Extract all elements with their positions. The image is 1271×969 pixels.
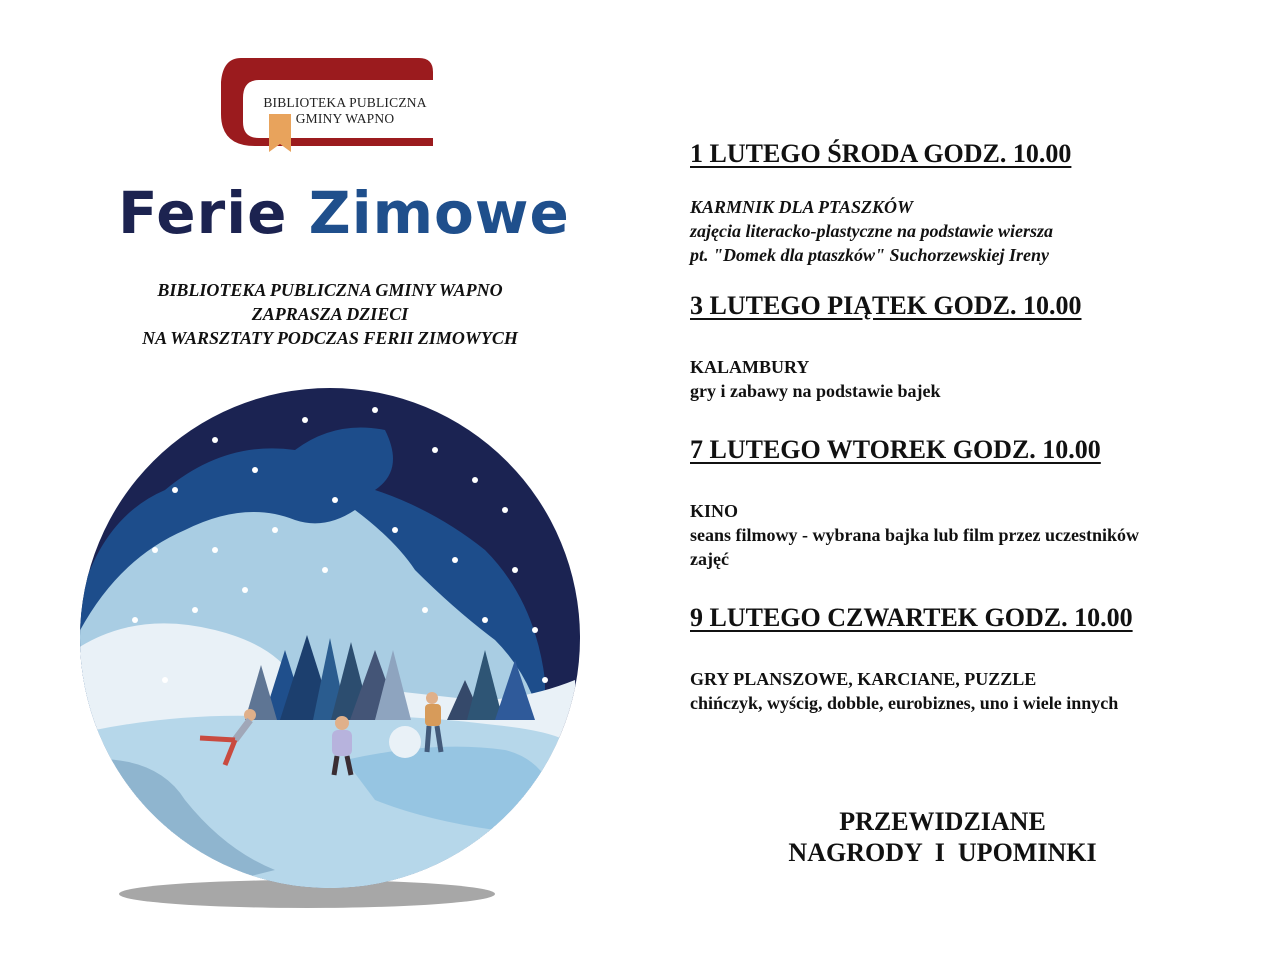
event-title: KALAMBURY — [690, 357, 810, 377]
event-detail: gry i zabawy na podstawie bajek — [690, 381, 941, 401]
event-heading: 1 LUTEGO ŚRODA GODZ. 10.00 — [690, 139, 1072, 168]
event-heading: 3 LUTEGO PIĄTEK GODZ. 10.00 — [690, 291, 1082, 320]
event-detail: seans filmowy - wybrana bajka lub film przez uczestników — [690, 525, 1139, 545]
invitation-line: NA WARSZTATY PODCZAS FERII ZIMOWYCH — [142, 328, 518, 348]
winter-globe-illustration — [75, 380, 585, 920]
event-title: KINO — [690, 501, 739, 521]
invitation-text — [80, 278, 580, 350]
prizes-line2: NAGRODY I UPOMINKI — [788, 838, 1097, 867]
library-logo — [219, 54, 435, 156]
event-detail: zajęcia literacko-plastyczne na podstawie wiersza — [690, 221, 1053, 241]
event-title: KARMNIK DLA PTASZKÓW — [690, 197, 914, 217]
event-detail: zajęć — [690, 549, 729, 569]
logo-text-line1: BIBLIOTEKA PUBLICZNA — [263, 95, 427, 110]
event-description — [690, 667, 1230, 715]
event-description — [690, 499, 1230, 571]
event-heading: 9 LUTEGO CZWARTEK GODZ. 10.00 — [690, 603, 1133, 632]
title-word-zimowe: Zimowe — [308, 179, 570, 247]
invitation-line: ZAPRASZA DZIECI — [251, 304, 409, 324]
event-title: GRY PLANSZOWE, KARCIANE, PUZZLE — [690, 669, 1037, 689]
page-title — [118, 178, 570, 248]
event-detail: chińczyk, wyścig, dobble, eurobiznes, uno i wiele innych — [690, 693, 1119, 713]
invitation-line: BIBLIOTEKA PUBLICZNA GMINY WAPNO — [157, 280, 503, 300]
prizes-line1: PRZEWIDZIANE — [839, 807, 1046, 836]
event-description — [690, 195, 1230, 267]
event-detail: pt. "Domek dla ptaszków" Suchorzewskiej Ireny — [690, 245, 1050, 265]
event-heading: 7 LUTEGO WTOREK GODZ. 10.00 — [690, 435, 1101, 464]
logo-text-line2: GMINY WAPNO — [295, 111, 395, 126]
title-word-ferie: Ferie — [118, 179, 288, 247]
prizes-note — [740, 806, 1145, 868]
event-description — [690, 355, 1230, 403]
